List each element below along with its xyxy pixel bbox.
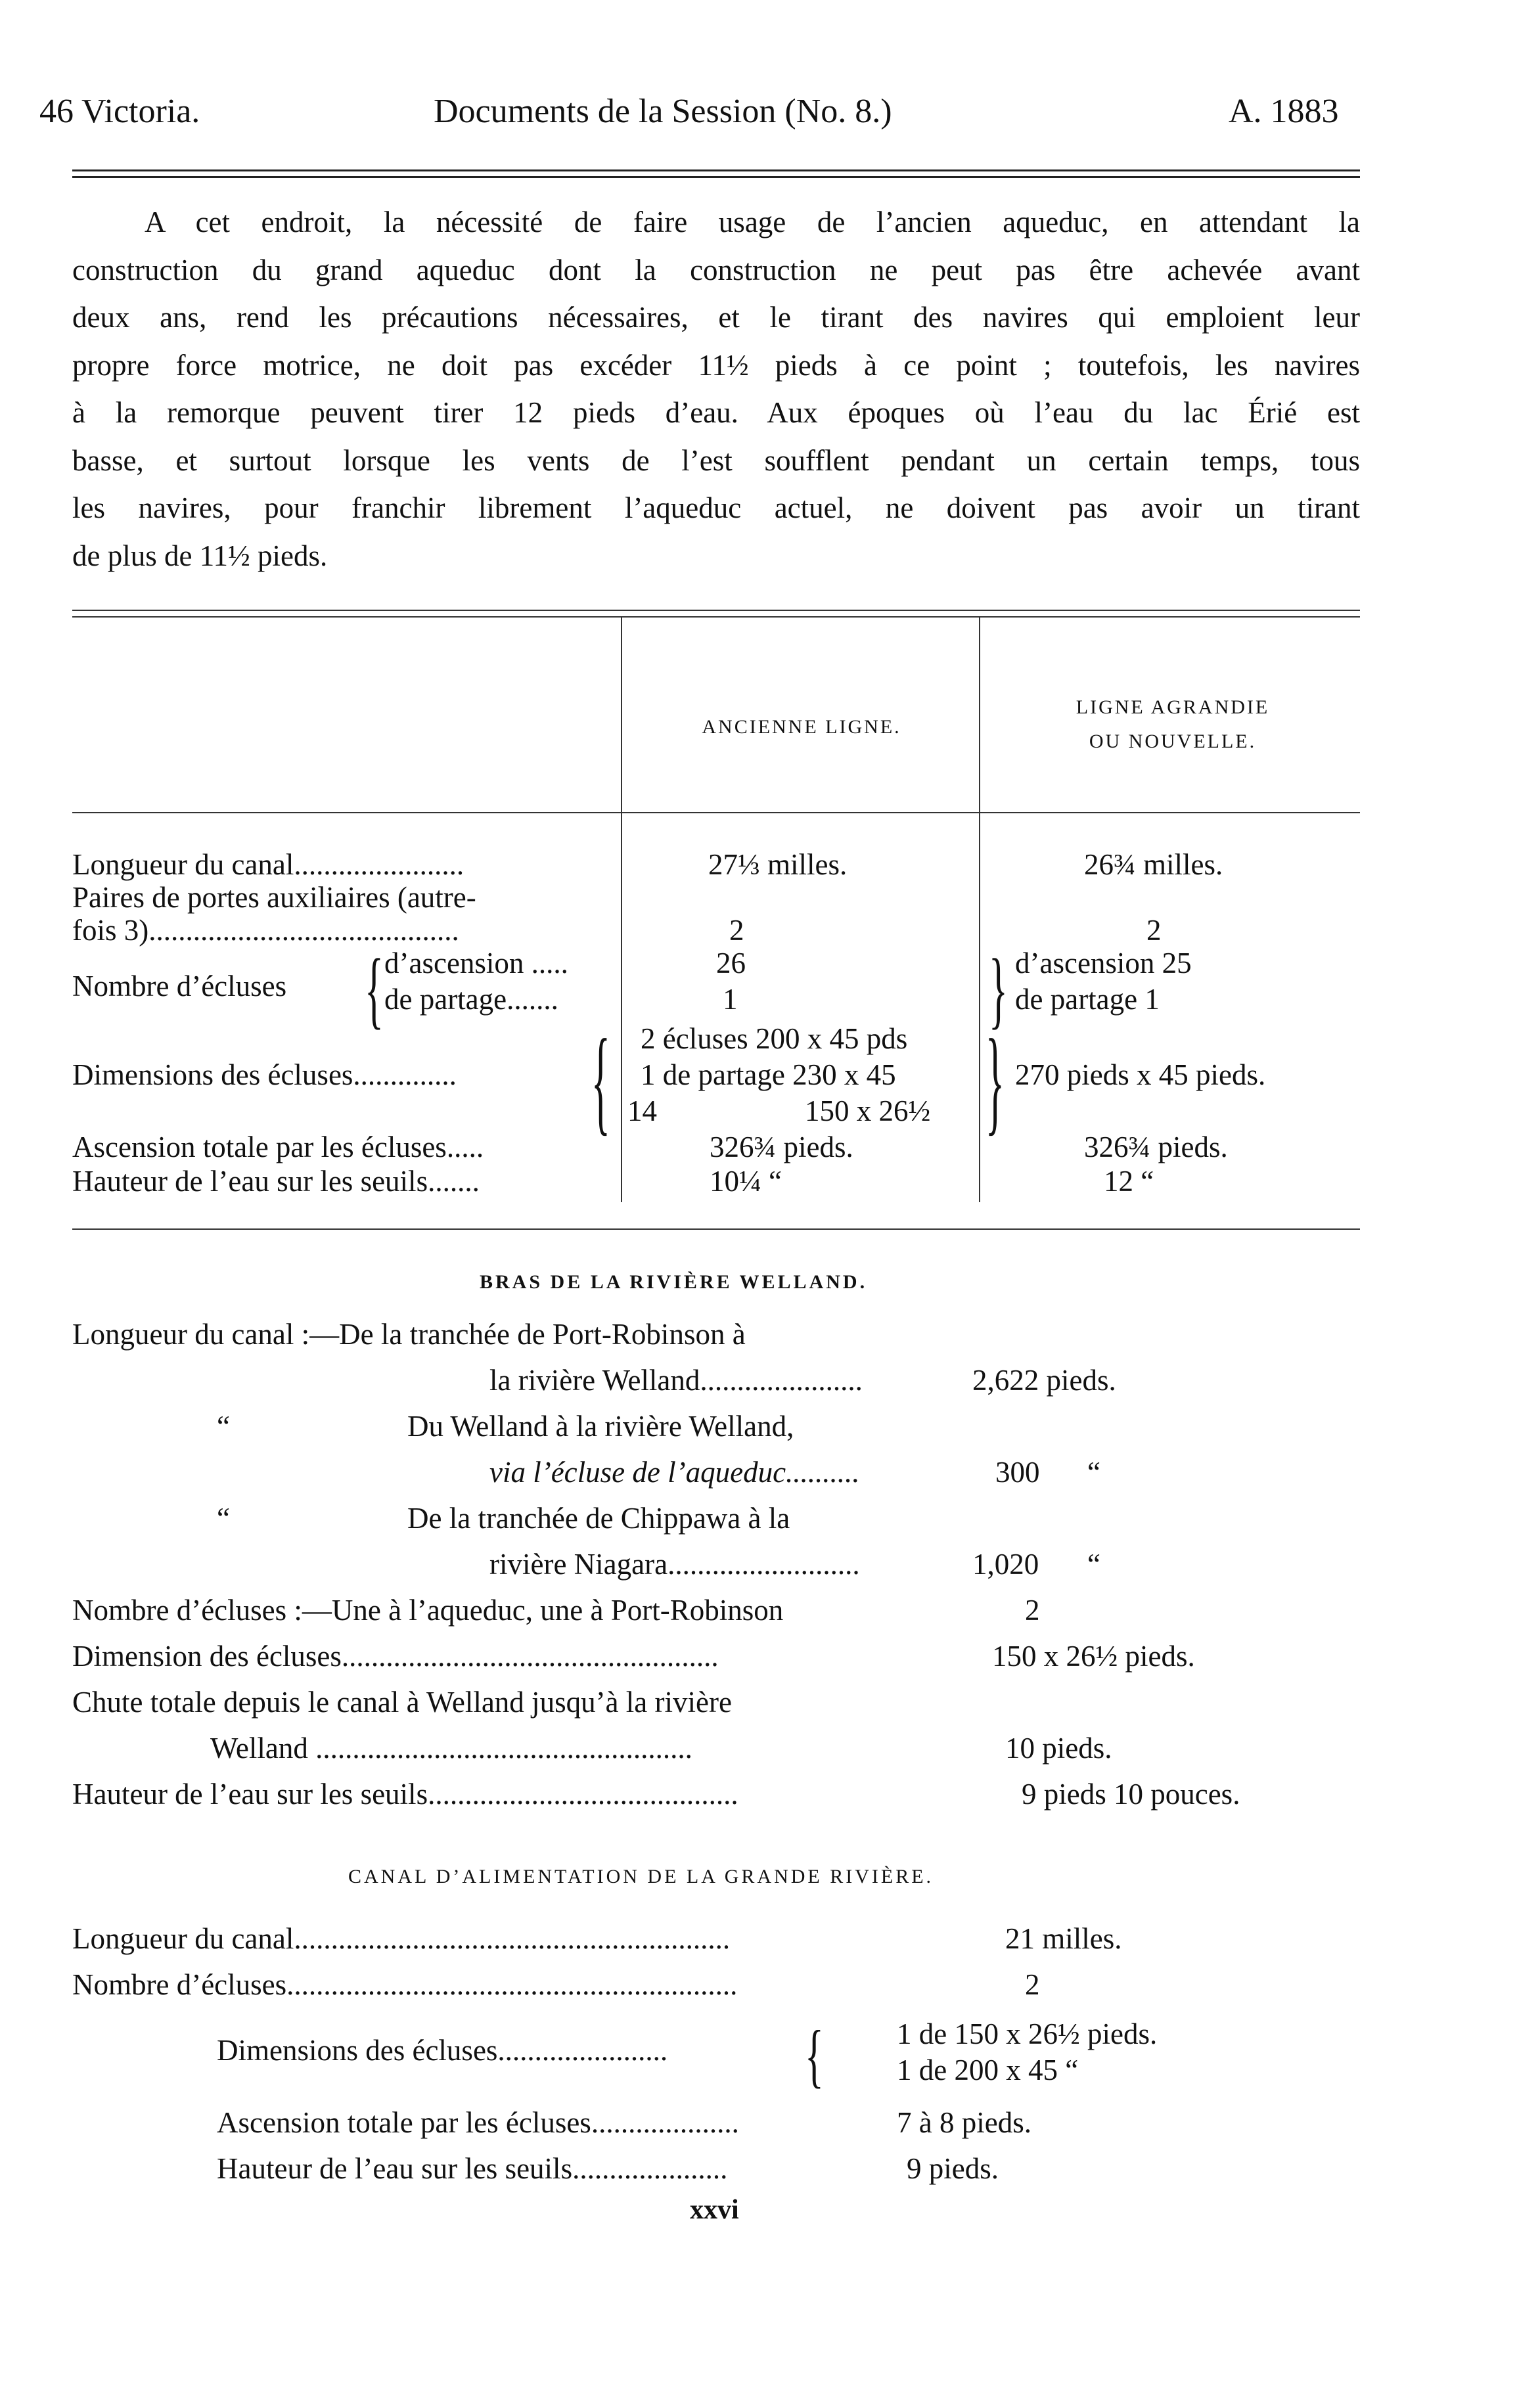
table-top-rule-1 [72,610,1360,611]
intro-line: les navires, pour franchir librement l’aqueduc actuel, ne doivent pas avoir un tirant [72,491,1360,524]
bras-line: Chute totale depuis le canal à Welland jusqu’à la rivière [72,1686,732,1719]
intro-line: A cet endroit, la nécessité de faire usage de l’ancien aqueduc, en attendant la [145,206,1360,238]
col-header-nouvelle-1: LIGNE AGRANDIE [1076,696,1270,718]
page-number: xxvi [690,2195,739,2225]
canal-value: 2 [1025,1968,1040,2001]
canal-line: Ascension totale par les écluses.................... [217,2106,739,2139]
bras-line: Longueur du canal :—De la tranchée de Port-Robinson à [72,1318,746,1351]
bras-value: 300 [995,1456,1040,1489]
bras-title: BRAS DE LA RIVIÈRE WELLAND. [480,1271,868,1293]
canal-value: 21 milles. [1005,1922,1122,1955]
canal-value: 1 de 200 x 45 “ [897,2054,1079,2086]
canal-title: CANAL D’ALIMENTATION DE LA GRANDE RIVIÈRE. [348,1866,934,1887]
header-right: A. 1883 [1229,93,1339,130]
row-paires-label-2: fois 3).......................................... [72,914,459,947]
bras-line: Welland ................................................... [210,1732,692,1765]
row-ascension-label: Ascension totale par les écluses..... [72,1131,484,1163]
row-longueur-old: 27⅓ milles. [708,848,848,881]
bras-value: 2 [1025,1594,1040,1627]
table-col-divider-1 [621,618,622,1202]
row-ecluses-old-1: 26 [716,947,746,979]
row-ecluses-new-2: de partage 1 [1015,983,1160,1016]
intro-line: basse, et surtout lorsque les vents de l’est soufflent pendant un certain temps, tous [72,443,1360,477]
canal-line: Longueur du canal........................................................... [72,1922,731,1955]
header-center: Documents de la Session (No. 8.) [434,93,892,130]
intro-line: à la remorque peuvent tirer 12 pieds d’eau. Aux époques où l’eau du lac Érié est [72,396,1360,429]
row-paires-old: 2 [729,914,744,947]
intro-line: propre force motrice, ne doit pas excéder 11½ pieds à ce point ; toutefois, les navires [72,348,1360,382]
row-paires-new: 2 [1146,914,1162,947]
intro-line: construction du grand aqueduc dont la construction ne peut pas être achevée avant [72,253,1360,286]
bras-line: via l’écluse de l’aqueduc.......... [489,1456,860,1489]
row-ascension-old: 326¾ pieds. [710,1131,853,1163]
bras-value: 1,020 [972,1548,1039,1581]
row-hauteur-label: Hauteur de l’eau sur les seuils....... [72,1165,480,1198]
col-header-nouvelle-2: OU NOUVELLE. [1089,731,1257,752]
row-paires-label-1: Paires de portes auxiliaires (autre- [72,881,476,914]
intro-paragraph [72,198,1360,579]
canal-line: Hauteur de l’eau sur les seuils..................... [217,2152,728,2185]
row-hauteur-new: 12 “ [1104,1165,1154,1198]
canal-line: Nombre d’écluses............................................................. [72,1968,738,2001]
bras-value: 10 pieds. [1005,1732,1112,1765]
bras-value: 9 pieds 10 pouces. [1022,1778,1240,1811]
intro-line: deux ans, rend les précautions nécessaires, et le tirant des navires qui emploient leur [72,301,1360,334]
row-longueur-label: Longueur du canal....................... [72,848,464,881]
row-ecluses-new-1: d’ascension 25 [1015,947,1192,979]
left-brace: { [591,1016,610,1146]
ditto-mark: “ [217,1410,230,1443]
left-brace: { [365,941,384,1037]
bras-line: Du Welland à la rivière Welland, [407,1410,794,1443]
row-ecluses-label: Nombre d’écluses [72,970,287,1002]
row-dims-old-1: 2 écluses 200 x 45 pds [641,1022,908,1055]
row-ascension-new: 326¾ pieds. [1084,1131,1228,1163]
row-ecluses-sub-2: de partage....... [384,983,558,1016]
row-dims-old-3b: 150 x 26½ [805,1094,931,1127]
bras-line: De la tranchée de Chippawa à la [407,1502,790,1535]
row-hauteur-old: 10¼ “ [710,1165,782,1198]
bras-line: rivière Niagara.......................... [489,1548,860,1581]
row-ecluses-sub-1: d’ascension ..... [384,947,568,979]
header-left: 46 Victoria. [39,93,200,130]
row-dims-new: 270 pieds x 45 pieds. [1015,1058,1266,1091]
header-rule-2 [72,176,1360,178]
bras-line: Dimension des écluses................................................... [72,1640,719,1673]
row-longueur-new: 26¾ milles. [1084,848,1223,881]
canal-value: 7 à 8 pieds. [897,2106,1031,2139]
table-col-divider-2 [979,618,980,1202]
canal-value: 9 pieds. [907,2152,999,2185]
ditto-mark: “ [1087,1456,1100,1489]
col-header-ancienne: ANCIENNE LIGNE. [702,716,901,738]
row-dims-old-3a: 14 [627,1094,657,1127]
right-brace: } [985,1016,1005,1146]
bras-line: la rivière Welland...................... [489,1364,863,1397]
ditto-mark: “ [217,1502,230,1535]
row-dims-label: Dimensions des écluses.............. [72,1058,457,1091]
bras-line: Nombre d’écluses :—Une à l’aqueduc, une à Port-Robinson [72,1594,784,1627]
canal-value: 1 de 150 x 26½ pieds. [897,2017,1158,2050]
row-ecluses-old-2: 1 [723,983,738,1016]
bras-value: 150 x 26½ pieds. [992,1640,1195,1673]
table-top-rule-2 [72,616,1360,618]
header-rule-1 [72,169,1360,171]
intro-line: de plus de 11½ pieds. [72,539,328,572]
bras-value: 2,622 pieds. [972,1364,1116,1397]
row-dims-old-2: 1 de partage 230 x 45 [641,1058,896,1091]
right-brace: } [989,941,1008,1037]
left-brace: { [805,2016,824,2095]
canal-line: Dimensions des écluses....................... [217,2034,668,2067]
bras-line: Hauteur de l’eau sur les seuils.......................................... [72,1778,738,1811]
table-bottom-rule [72,1228,1360,1230]
ditto-mark: “ [1087,1548,1100,1581]
table-header-rule [72,812,1360,813]
